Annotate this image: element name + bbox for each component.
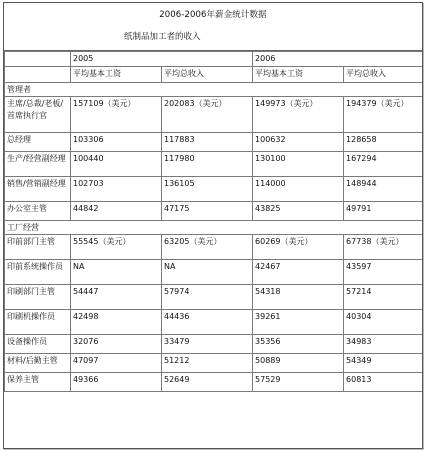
value-cell: 57214 xyxy=(344,285,423,310)
value-cell: 194379（美元） xyxy=(344,97,423,133)
year-2005-cell: 2005 xyxy=(71,52,253,67)
col-header-2006-base: 平均基本工资 xyxy=(253,67,344,83)
row-label: 保养主管 xyxy=(5,373,71,392)
value-cell: 33479 xyxy=(162,335,253,354)
table-row xyxy=(5,373,423,392)
value-cell: 202083（美元） xyxy=(162,97,253,133)
table-row xyxy=(5,152,423,177)
col-header-2005-total: 平均总收入 xyxy=(162,67,253,83)
value-cell: 54349 xyxy=(344,354,423,373)
value-cell: 67738（美元） xyxy=(344,235,423,260)
title-block xyxy=(4,3,422,51)
table-row xyxy=(5,260,423,285)
value-cell: 39261 xyxy=(253,310,344,335)
value-cell: 43597 xyxy=(344,260,423,285)
value-cell: 32076 xyxy=(71,335,162,354)
section-header-row xyxy=(5,221,423,235)
table-row xyxy=(5,335,423,354)
value-cell: 148944 xyxy=(344,177,423,202)
year-2006-cell: 2006 xyxy=(253,52,423,67)
value-cell: NA xyxy=(71,260,162,285)
value-cell: 34983 xyxy=(344,335,423,354)
value-cell: 117883 xyxy=(162,133,253,152)
value-cell: 55545（美元） xyxy=(71,235,162,260)
value-cell: 63205（美元） xyxy=(162,235,253,260)
value-cell: 57529 xyxy=(253,373,344,392)
col-header-2005-base: 平均基本工资 xyxy=(71,67,162,83)
row-label: 印刷部门主管 xyxy=(5,285,71,310)
value-cell: 47097 xyxy=(71,354,162,373)
salary-table-frame xyxy=(3,2,423,449)
value-cell: 157109（美元） xyxy=(71,97,162,133)
table-row xyxy=(5,202,423,221)
value-cell: 167294 xyxy=(344,152,423,177)
row-label: 印前系统操作员 xyxy=(5,260,71,285)
value-cell: 57974 xyxy=(162,285,253,310)
value-cell: 50889 xyxy=(253,354,344,373)
value-cell: 54447 xyxy=(71,285,162,310)
value-cell: 42467 xyxy=(253,260,344,285)
value-cell: 114000 xyxy=(253,177,344,202)
empty-corner-cell xyxy=(5,52,71,67)
value-cell: 42498 xyxy=(71,310,162,335)
row-label: 总经理 xyxy=(5,133,71,152)
value-cell: 100440 xyxy=(71,152,162,177)
value-cell: 117980 xyxy=(162,152,253,177)
table-row xyxy=(5,285,423,310)
row-label: 销售/营销副经理 xyxy=(5,177,71,202)
value-cell: 103306 xyxy=(71,133,162,152)
value-cell: 60813 xyxy=(344,373,423,392)
salary-table xyxy=(4,51,423,392)
value-cell: 44842 xyxy=(71,202,162,221)
row-label: 设备操作员 xyxy=(5,335,71,354)
section-header-row xyxy=(5,83,423,97)
row-label: 主席/总裁/老板/首席执行官 xyxy=(5,97,71,133)
value-cell: 49791 xyxy=(344,202,423,221)
value-cell: NA xyxy=(162,260,253,285)
value-cell: 54318 xyxy=(253,285,344,310)
row-label: 办公室主管 xyxy=(5,202,71,221)
table-row xyxy=(5,310,423,335)
value-cell: 44436 xyxy=(162,310,253,335)
year-header-row xyxy=(5,52,423,67)
value-cell: 40304 xyxy=(344,310,423,335)
table-title: 2006-2006年薪金统计数据 xyxy=(159,10,267,20)
value-cell: 43825 xyxy=(253,202,344,221)
value-cell: 52649 xyxy=(162,373,253,392)
section-name: 工厂经营 xyxy=(5,221,423,235)
value-cell: 136105 xyxy=(162,177,253,202)
row-label: 材料/后勤主管 xyxy=(5,354,71,373)
value-cell: 51212 xyxy=(162,354,253,373)
value-cell: 102703 xyxy=(71,177,162,202)
value-cell: 100632 xyxy=(253,133,344,152)
table-row xyxy=(5,133,423,152)
salary-table-body xyxy=(5,52,423,392)
value-cell: 49366 xyxy=(71,373,162,392)
value-cell: 47175 xyxy=(162,202,253,221)
row-label: 生产/经营副经理 xyxy=(5,152,71,177)
table-row xyxy=(5,235,423,260)
value-cell: 35356 xyxy=(253,335,344,354)
table-row xyxy=(5,177,423,202)
section-name: 管理者 xyxy=(5,83,423,97)
value-cell: 128658 xyxy=(344,133,423,152)
value-cell: 130100 xyxy=(253,152,344,177)
table-row xyxy=(5,97,423,133)
col-header-2006-total: 平均总收入 xyxy=(344,67,423,83)
table-row xyxy=(5,354,423,373)
value-cell: 149973（美元） xyxy=(253,97,344,133)
table-subtitle: 纸制品加工者的收入 xyxy=(124,32,201,42)
empty-label-header xyxy=(5,67,71,83)
value-cell: 60269（美元） xyxy=(253,235,344,260)
column-header-row xyxy=(5,67,423,83)
row-label: 印前部门主管 xyxy=(5,235,71,260)
row-label: 印刷机操作员 xyxy=(5,310,71,335)
